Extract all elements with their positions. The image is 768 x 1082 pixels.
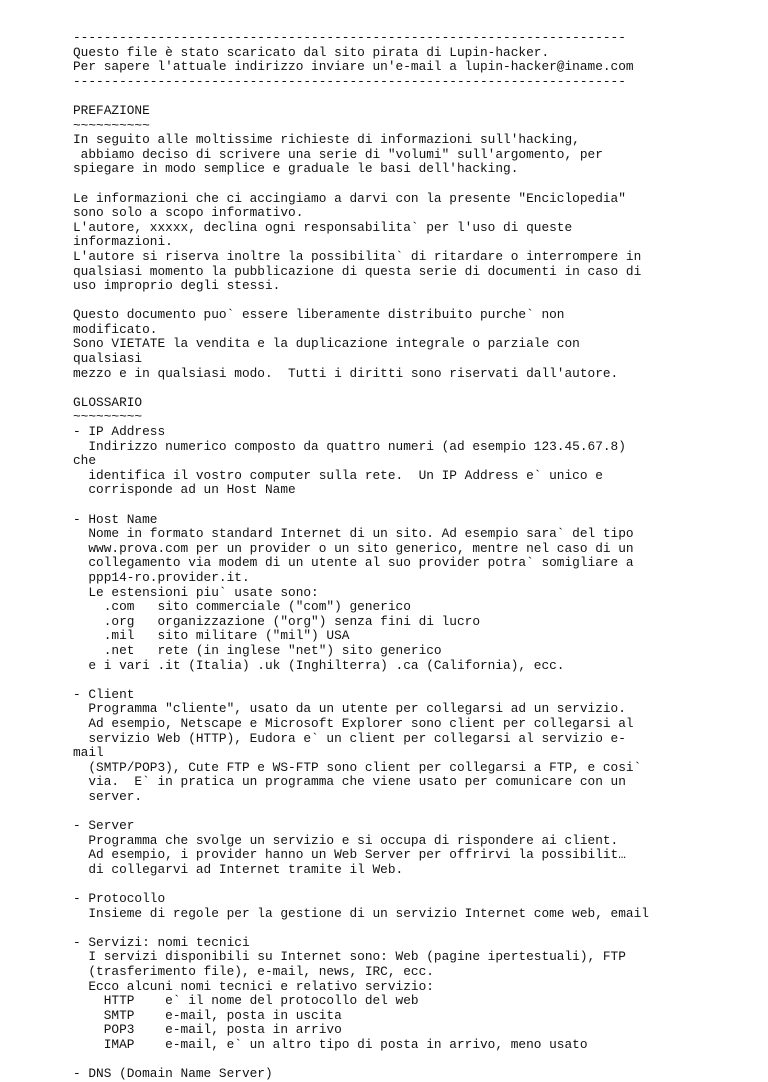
text-line xyxy=(73,877,763,892)
text-line: SMTP e-mail, posta in uscita xyxy=(73,1007,342,1023)
text-line: Programma "cliente", usato da un utente per collegarsi ad un servizio. xyxy=(73,701,626,717)
text-line: www.prova.com per un provider o un sito generico, mentre nel caso di un xyxy=(73,540,634,556)
text-line: L'autore, xxxxx, declina ogni responsabilita` per l'uso di queste xyxy=(73,219,573,235)
text-line xyxy=(73,294,763,309)
text-line: collegamento via modem di un utente al suo provider potra` somigliare a xyxy=(73,555,634,571)
text-line: - DNS (Domain Name Server) xyxy=(73,1066,273,1082)
text-line: modificato. xyxy=(73,321,158,337)
text-line: .net rete (in inglese "net") sito generico xyxy=(73,642,442,658)
text-line: HTTP e` il nome del protocollo del web xyxy=(73,993,419,1009)
text-line: IMAP e-mail, e` un altro tipo di posta in arrivo, meno usato xyxy=(73,1036,588,1052)
text-line: .mil sito militare ("mil") USA xyxy=(73,628,350,644)
text-line: PREFAZIONE xyxy=(73,102,150,118)
text-line: ------------------------------------------------------------------------ xyxy=(73,30,626,45)
text-line: Ad esempio, Netscape e Microsoft Explorer sono client per collegarsi al xyxy=(73,715,634,731)
text-line: - Server xyxy=(73,818,135,834)
text-line: ------------------------------------------------------------------------ xyxy=(73,73,626,89)
text-line: Ad esempio, i provider hanno un Web Server per offrirvi la possibilit… xyxy=(73,847,626,863)
text-line: Le informazioni che ci accingiamo a darvi con la presente "Enciclopedia" xyxy=(73,190,626,206)
text-line: L'autore si riserva inoltre la possibilita` di ritardare o interrompere in xyxy=(73,248,642,264)
text-line: - Servizi: nomi tecnici xyxy=(73,934,250,950)
text-line: - Client xyxy=(73,686,135,702)
text-line: (SMTP/POP3), Cute FTP e WS-FTP sono client per collegarsi a FTP, e cosi` xyxy=(73,759,642,775)
text-line: di collegarvi ad Internet tramite il Web. xyxy=(73,861,404,877)
text-line: qualsiasi xyxy=(73,351,143,367)
text-line: Questo documento puo` essere liberamente distribuito purche` non xyxy=(73,307,565,323)
text-line: informazioni. xyxy=(73,234,173,250)
text-line: sono solo a scopo informativo. xyxy=(73,205,304,221)
text-line: spiegare in modo semplice e graduale le basi dell'hacking. xyxy=(73,161,519,177)
text-line: Nome in formato standard Internet di un sito. Ad esempio sara` del tipo xyxy=(73,526,634,542)
text-line: .org organizzazione ("org") senza fini di lucro xyxy=(73,613,481,629)
text-line xyxy=(73,673,763,688)
text-line: qualsiasi momento la pubblicazione di questa serie di documenti in caso di xyxy=(73,263,642,279)
text-line xyxy=(73,177,763,192)
text-line: Indirizzo numerico composto da quattro numeri (ad esempio 123.45.67.8) xyxy=(73,438,626,454)
text-line: via. E` in pratica un programma che viene usato per comunicare con un xyxy=(73,774,626,790)
text-line: Ecco alcuni nomi tecnici e relativo servizio: xyxy=(73,978,434,994)
text-line xyxy=(73,921,763,936)
text-document xyxy=(73,31,763,1082)
text-line: - Protocollo xyxy=(73,891,166,907)
text-line: server. xyxy=(73,788,143,804)
text-line xyxy=(73,804,763,819)
text-line: ppp14-ro.provider.it. xyxy=(73,569,250,585)
text-line: abbiamo deciso di scrivere una serie di "volumi" sull'argomento, per xyxy=(73,146,603,162)
text-line: e i vari .it (Italia) .uk (Inghilterra) .ca (California), ecc. xyxy=(73,657,565,673)
text-line: mail xyxy=(73,745,104,761)
text-line: In seguito alle moltissime richieste di informazioni sull'hacking, xyxy=(73,132,580,148)
text-line: Le estensioni piu` usate sono: xyxy=(73,584,319,600)
text-line: Questo file è stato scaricato dal sito pirata di Lupin-hacker. xyxy=(73,44,550,60)
text-line: ~~~~~~~~~~ xyxy=(73,117,150,133)
text-line: Per sapere l'attuale indirizzo inviare un'e-mail a lupin-hacker@iname.com xyxy=(73,59,634,75)
text-line xyxy=(73,89,763,104)
text-line: (trasferimento file), e-mail, news, IRC, ecc. xyxy=(73,964,434,979)
text-line: identifica il vostro computer sulla rete. Un IP Address e` unico e xyxy=(73,467,603,483)
text-line: mezzo e in qualsiasi modo. Tutti i diritti sono riservati dall'autore. xyxy=(73,365,619,381)
text-line xyxy=(73,498,763,513)
text-line: servizio Web (HTTP), Eudora e` un client per collegarsi al servizio e- xyxy=(73,730,626,746)
text-line: ~~~~~~~~~ xyxy=(73,409,143,425)
text-line: POP3 e-mail, posta in arrivo xyxy=(73,1022,342,1038)
text-line: che xyxy=(73,453,97,469)
text-line xyxy=(73,381,763,396)
text-line: I servizi disponibili su Internet sono: Web (pagine ipertestuali), FTP xyxy=(73,949,626,965)
text-line: corrisponde ad un Host Name xyxy=(73,482,296,498)
text-line: - IP Address xyxy=(73,424,166,440)
text-line: Sono VIETATE la vendita e la duplicazione integrale o parziale con xyxy=(73,336,580,352)
text-line: - Host Name xyxy=(73,511,158,527)
text-line: Programma che svolge un servizio e si occupa di rispondere ai client. xyxy=(73,832,619,848)
text-line: Insieme di regole per la gestione di un servizio Internet come web, email xyxy=(73,905,649,921)
text-line xyxy=(73,1053,763,1068)
text-line: .com sito commerciale ("com") generico xyxy=(73,599,411,615)
text-line: uso improprio degli stessi. xyxy=(73,278,281,294)
text-line: GLOSSARIO xyxy=(73,394,143,410)
